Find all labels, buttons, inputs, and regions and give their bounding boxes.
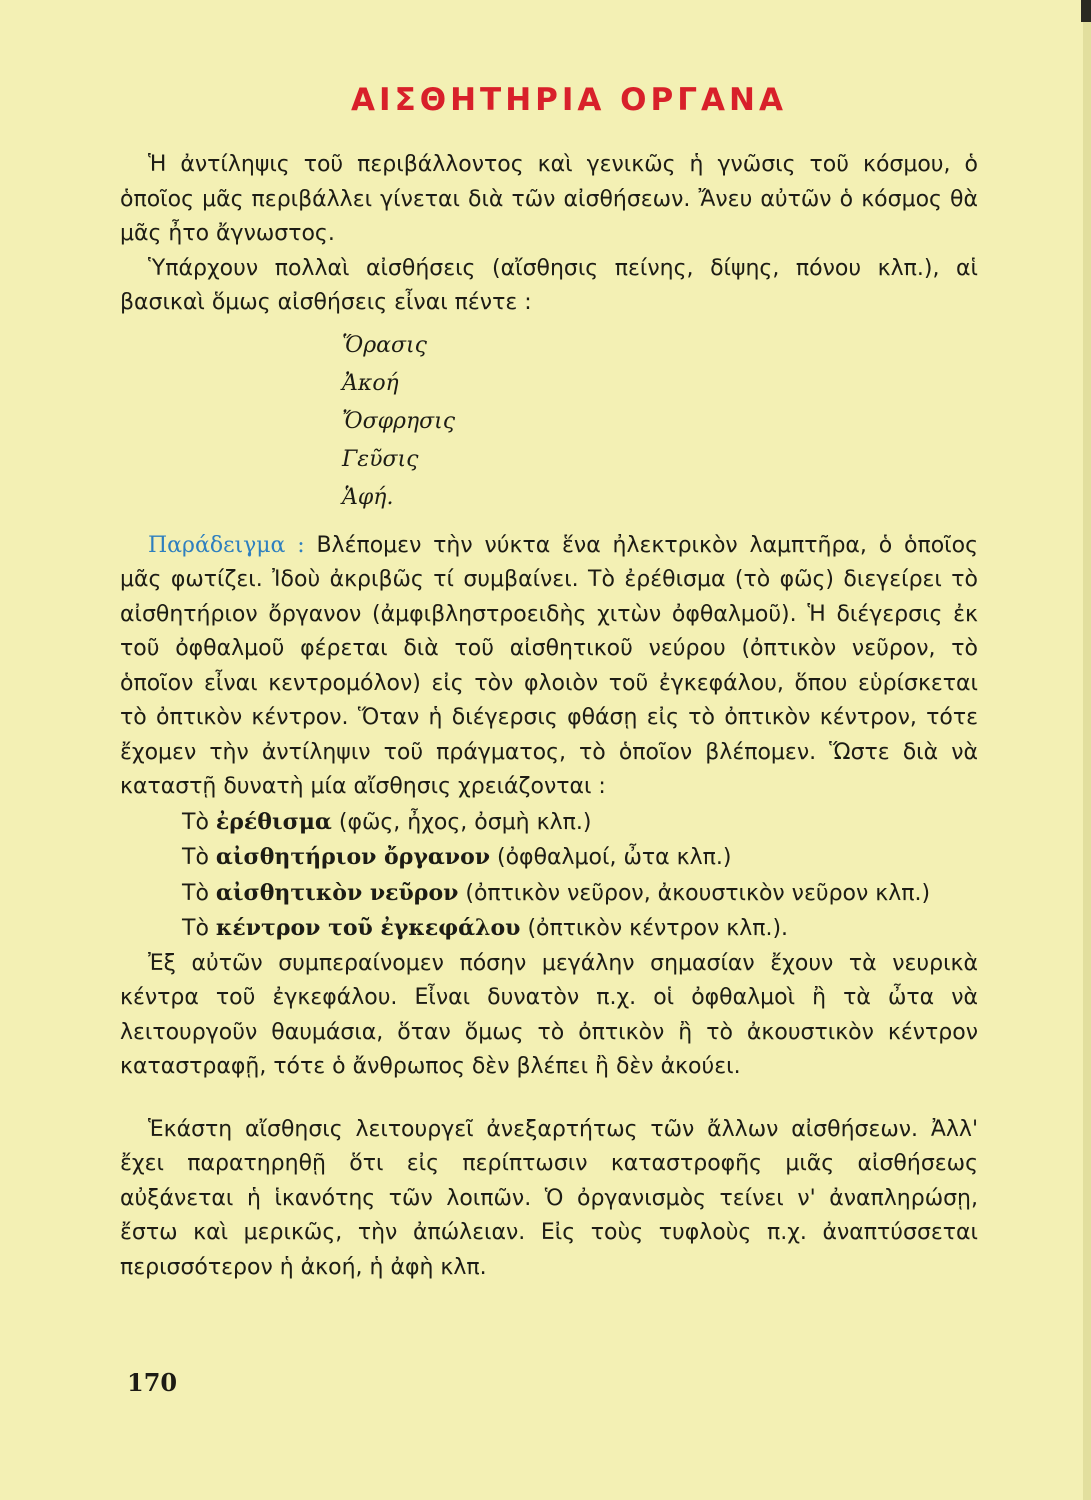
page-edge <box>1083 0 1091 1500</box>
page-corner-shadow <box>1081 0 1091 22</box>
chapter-title: ΑΙΣΘΗΤΗΡΙΑ ΟΡΓΑΝΑ <box>351 82 787 118</box>
requirement-item: Τὸ αἰσθητήριον ὄργανον (ὀφθαλμοί, ὦτα κλπ.) <box>182 844 732 870</box>
page-content <box>120 82 978 1285</box>
requirement-item: Τὸ κέντρον τοῦ ἐγκεφάλου (ὀπτικὸν κέντρον κλπ.). <box>182 915 789 941</box>
sense-item: Ὄσφρησις <box>342 408 456 434</box>
sense-item: Γεῦσις <box>342 446 419 472</box>
compensation-paragraph: Ἑκάστη αἴσθησις λειτουργεῖ ἀνεξαρτήτως τῶν ἄλλων αἰσθήσεων. Ἀλλ' ἔχει παρατηρηθῇ ὅτι εἰς περίπτωσιν καταστροφῆς μιᾶς αἰσθήσεως αὐξάνεται ἡ ἱκανότης τῶν λοιπῶν. Ὁ ὀργανισμὸς τείνει ν' ἀναπληρώσῃ, ἔστω καὶ μερικῶς, τὴν ἀπώλειαν. Εἰς τοὺς τυφλοὺς π.χ. ἀναπτύσσεται περισσότερον ἡ ἀκοή, ἡ ἀφὴ κλπ. <box>120 1116 978 1280</box>
sense-item: Ἁφή. <box>342 484 394 510</box>
sense-item: Ἀκοή <box>342 370 399 396</box>
conclusion-paragraph: Ἐξ αὐτῶν συμπεραίνομεν πόσην μεγάλην σημασίαν ἔχουν τὰ νευρικὰ κέντρα τοῦ ἐγκεφάλου. Εἶναι δυνατὸν π.χ. οἱ ὀφθαλμοὶ ἢ τὰ ὦτα νὰ λειτουργοῦν θαυμάσια, ὅταν ὅμως τὸ ὀπτικὸν ἢ τὸ ἀκουστικὸν κέντρον καταστραφῇ, τότε ὁ ἄνθρωπος δὲν βλέπει ἢ δὲν ἀκούει. <box>120 950 978 1079</box>
requirements-list <box>120 805 978 947</box>
senses-intro-paragraph: Ὑπάρχουν πολλαὶ αἰσθήσεις (αἴσθησις πείνης, δίψης, πόνου κλπ.), αἱ βασικαὶ ὅμως αἰσθήσεις εἶναι πέντε : <box>120 255 978 315</box>
requirement-item: Τὸ ἐρέθισμα (φῶς, ἦχος, ὀσμὴ κλπ.) <box>182 808 592 835</box>
requirement-term: ἐρέθισμα <box>215 808 332 835</box>
sense-item: Ὅρασις <box>342 332 427 358</box>
page-number: 170 <box>127 1368 178 1397</box>
requirement-item: Τὸ αἰσθητικὸν νεῦρον (ὀπτικὸν νεῦρον, ἀκουστικὸν νεῦρον κλπ.) <box>182 879 931 906</box>
example-text: Βλέπομεν τὴν νύκτα ἕνα ἠλεκτρικὸν λαμπτῆρα, ὁ ὁποῖος μᾶς φωτίζει. Ἰδοὺ ἀκριβῶς τί συμβαίνει. Τὸ ἐρέθισμα (τὸ φῶς) διεγείρει τὸ αἰσθητήριον ὄργανον (ἀμφιβληστροειδὴς χιτὼν ὀφθαλμοῦ). Ἡ διέγερσις ἐκ τοῦ ὀφθαλμοῦ φέρεται διὰ τοῦ αἰσθητικοῦ νεύρου (ὀπτικὸν νεῦρον, τὸ ὁποῖον εἶναι κεντρομόλον) εἰς τὸν φλοιὸν τοῦ ἐγκεφάλου, ὅπου εὑρίσκεται τὸ ὀπτικὸν κέντρον. Ὅταν ἡ διέγερσις φθάσῃ εἰς τὸ ὀπτικὸν κέντρον, τότε ἔχομεν τὴν ἀντίληψιν τοῦ πράγματος, τὸ ὁποῖον βλέπομεν. Ὥστε διὰ νὰ καταστῇ δυνατὴ μία αἴσθησις χρειάζονται : <box>120 532 979 799</box>
senses-list <box>342 327 978 517</box>
example-paragraph <box>120 529 978 805</box>
intro-paragraph: Ἡ ἀντίληψις τοῦ περιβάλλοντος καὶ γενικῶς ἡ γνῶσις τοῦ κόσμου, ὁ ὁποῖος μᾶς περιβάλλει γίνεται διὰ τῶν αἰσθήσεων. Ἄνευ αὐτῶν ὁ κόσμος θὰ μᾶς ἦτο ἄγνωστος. <box>120 152 978 246</box>
example-label: Παράδειγμα : <box>148 532 305 558</box>
requirement-term: κέντρον τοῦ ἐγκεφάλου <box>215 915 521 941</box>
requirement-term: αἰσθητικὸν νεῦρον <box>215 879 459 906</box>
requirement-term: αἰσθητήριον ὄργανον <box>215 844 491 870</box>
